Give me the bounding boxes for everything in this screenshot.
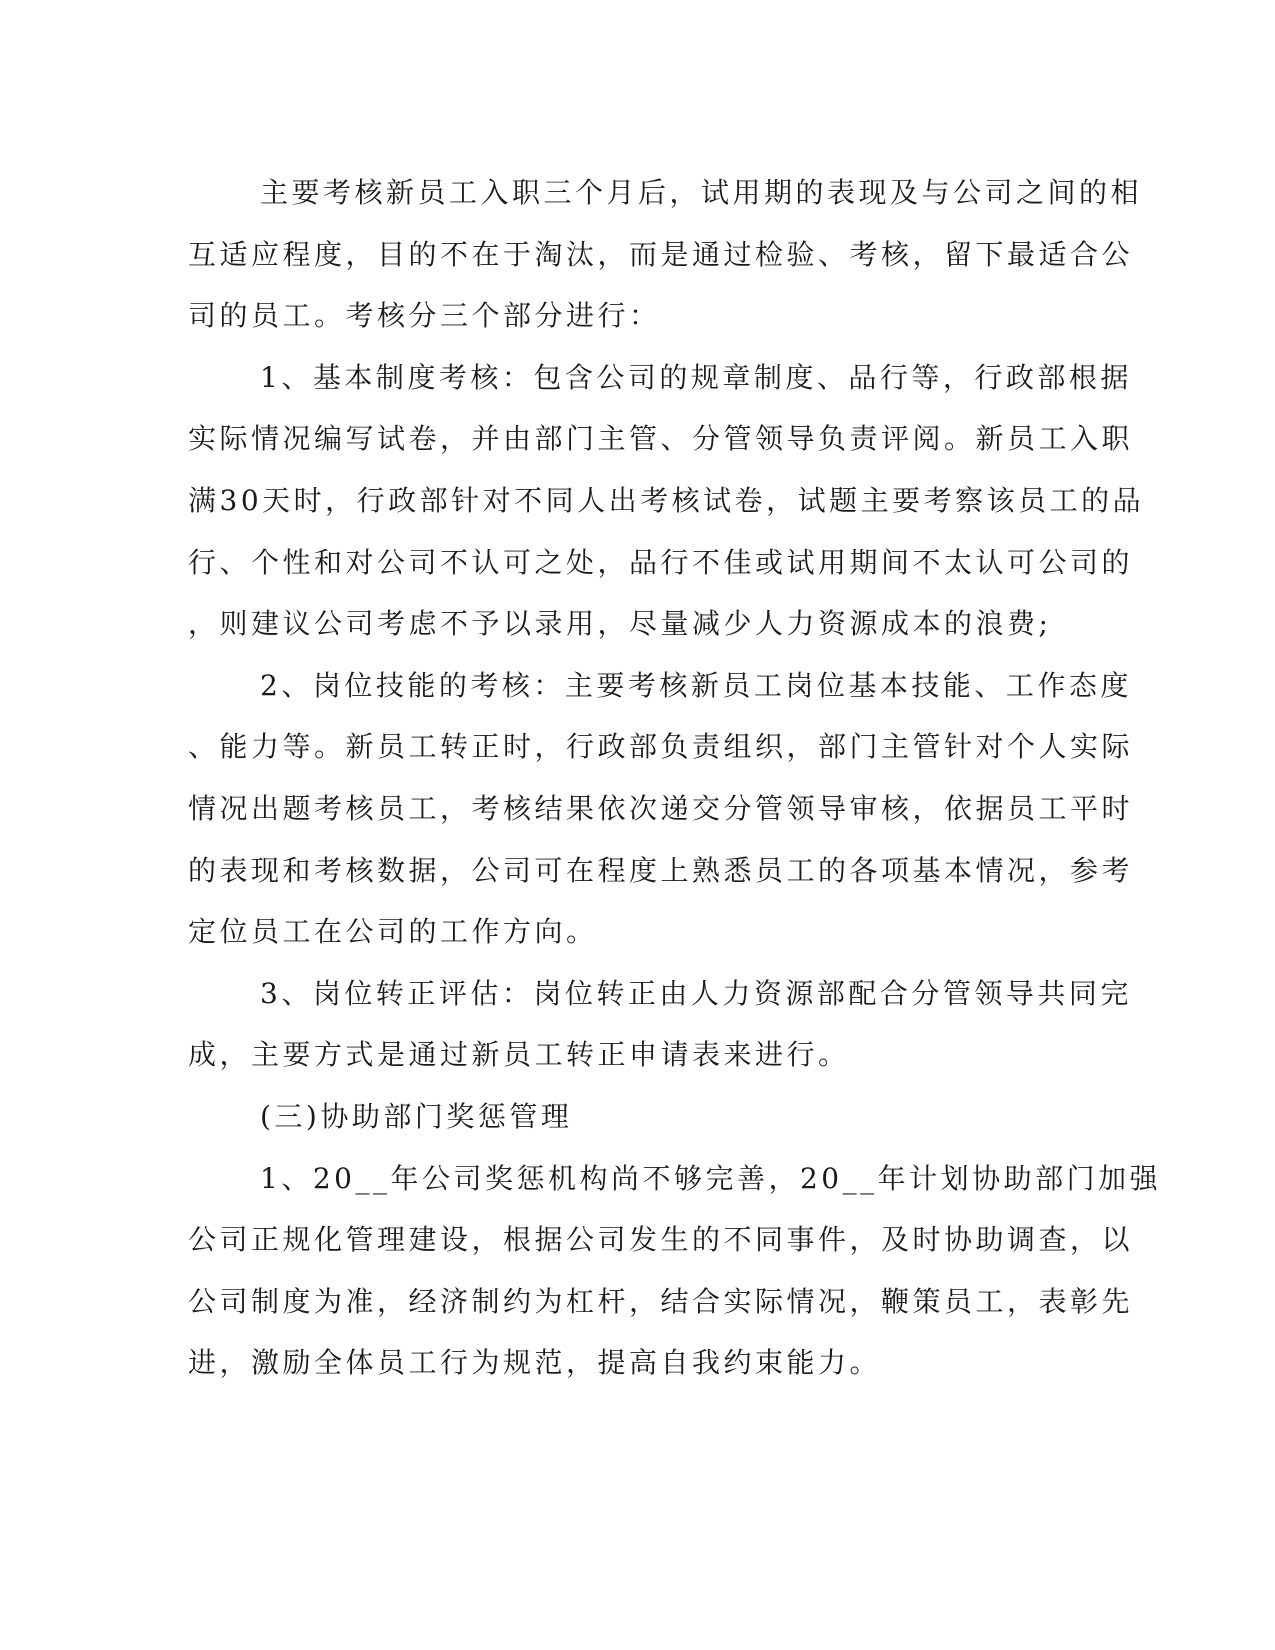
- text-line: 、能力等。新员工转正时，行政部负责组织，部门主管针对个人实际: [188, 730, 1134, 764]
- text-line: 情况出题考核员工，考核结果依次递交分管领导审核，依据员工平时: [188, 791, 1134, 825]
- text-line: 进，激励全体员工行为规范，提高自我约束能力。: [188, 1346, 882, 1380]
- text-line: 的表现和考核数据，公司可在程度上熟悉员工的各项基本情况，参考: [188, 853, 1134, 887]
- text-line: 公司制度为准，经济制约为杠杆，结合实际情况，鞭策员工，表彰先: [188, 1284, 1134, 1318]
- text-line: 1、20__年公司奖惩机构尚不够完善，20__年计划协助部门加强: [260, 1161, 1162, 1195]
- text-line: 满30天时，行政部针对不同人出考核试卷，试题主要考察该员工的品: [188, 483, 1145, 517]
- text-line: 互适应程度，目的不在于淘汰，而是通过检验、考核，留下最适合公: [188, 237, 1134, 271]
- text-line: 成，主要方式是通过新员工转正申请表来进行。: [188, 1038, 850, 1072]
- text-line: 定位员工在公司的工作方向。: [188, 915, 598, 949]
- text-line: 主要考核新员工入职三个月后，试用期的表现及与公司之间的相: [260, 176, 1143, 209]
- text-line: 公司正规化管理建设，根据公司发生的不同事件，及时协助调查，以: [188, 1223, 1134, 1257]
- text-line: 实际情况编写试卷，并由部门主管、分管领导负责评阅。新员工入职: [188, 422, 1134, 456]
- text-line: 行、个性和对公司不认可之处，品行不佳或试用期间不太认可公司的: [188, 545, 1134, 579]
- section-heading: (三)协助部门奖惩管理: [260, 1099, 573, 1133]
- text-line: 1、基本制度考核：包含公司的规章制度、品行等，行政部根据: [260, 360, 1132, 394]
- text-line: 2、岗位技能的考核：主要考核新员工岗位基本技能、工作态度: [260, 668, 1132, 702]
- text-line: ，则建议公司考虑不予以录用，尽量减少人力资源成本的浪费;: [188, 607, 1052, 641]
- text-line: 3、岗位转正评估：岗位转正由人力资源部配合分管领导共同完: [260, 976, 1132, 1010]
- body-text: [188, 162, 1162, 1394]
- text-line: 司的员工。考核分三个部分进行：: [188, 299, 661, 333]
